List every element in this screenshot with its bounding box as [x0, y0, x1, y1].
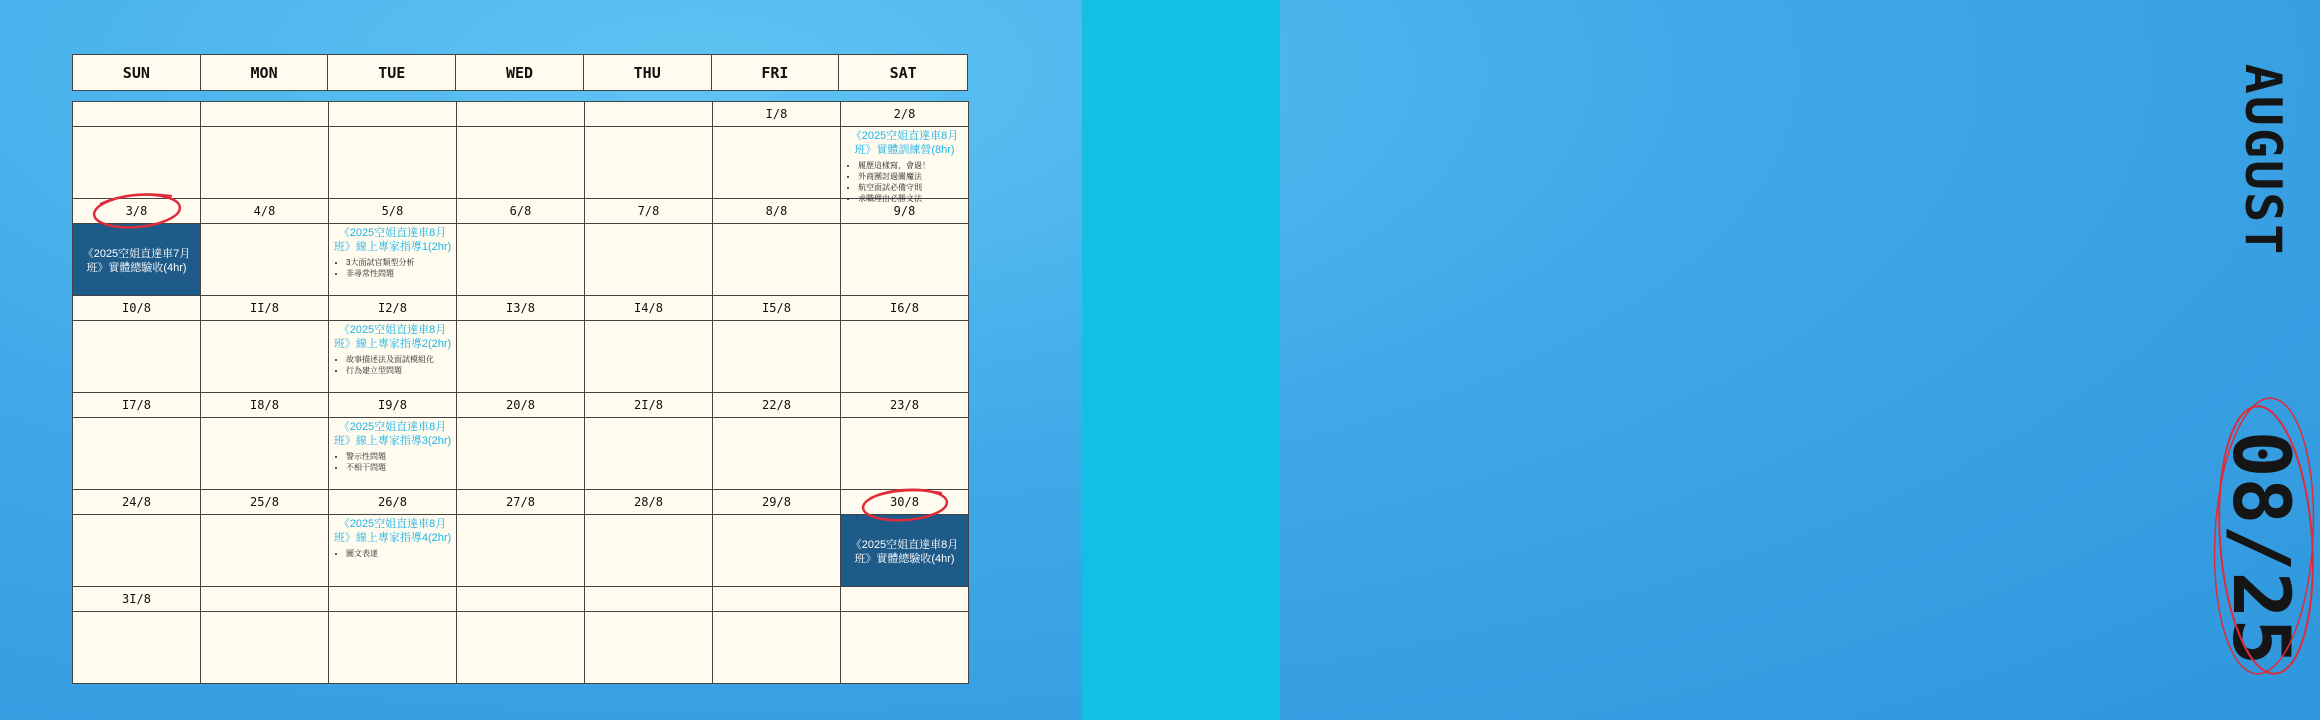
- event-online-coaching-1[interactable]: [329, 224, 457, 296]
- date-cell: [841, 587, 969, 612]
- day-cell: [201, 612, 329, 684]
- day-cell: [713, 224, 841, 296]
- weekday-sun: SUN: [73, 55, 201, 90]
- date-cell: [585, 587, 713, 612]
- day-cell: [457, 612, 585, 684]
- date-cell: 3/8: [73, 199, 201, 224]
- event-topic: • 行為建立型問題: [346, 365, 453, 376]
- day-cell: [201, 418, 329, 490]
- event-topic: • 非尋常性問題: [346, 268, 453, 279]
- day-cell: [73, 515, 201, 587]
- day-cell: [585, 224, 713, 296]
- day-cell: [713, 515, 841, 587]
- event-online-coaching-3[interactable]: [329, 418, 457, 490]
- date-cell: I7/8: [73, 393, 201, 418]
- event-topic: • 履歷這樣寫，會過！: [858, 160, 965, 171]
- day-cell: [457, 321, 585, 393]
- event-topic: • 故事描述法及面試模組化: [346, 354, 453, 365]
- event-topic: • 警示性問題: [346, 451, 453, 462]
- date-cell: [73, 102, 201, 127]
- date-cell: [457, 102, 585, 127]
- day-cell: [841, 418, 969, 490]
- event-final-review-august[interactable]: [841, 515, 969, 587]
- date-cell: I3/8: [457, 296, 585, 321]
- date-cell: I5/8: [713, 296, 841, 321]
- day-cell: [841, 224, 969, 296]
- day-cell: [329, 612, 457, 684]
- month-title: AUGUST: [2234, 63, 2292, 257]
- day-cell: [841, 321, 969, 393]
- day-cell: [457, 515, 585, 587]
- date-cell: I4/8: [585, 296, 713, 321]
- date-cell: I6/8: [841, 296, 969, 321]
- date-cell: 8/8: [713, 199, 841, 224]
- date-cell: 9/8: [841, 199, 969, 224]
- event-final-review-july[interactable]: [73, 224, 201, 296]
- date-cell: [585, 102, 713, 127]
- calendar: [72, 54, 968, 606]
- date-cell: 2/8: [841, 102, 969, 127]
- event-training-camp[interactable]: [841, 127, 969, 203]
- event-title: 《2025空姐直達車7月班》實體總驗收(4hr): [82, 247, 191, 274]
- day-cell: [713, 612, 841, 684]
- day-cell: [201, 224, 329, 296]
- event-title: 《2025空姐直達車8月班》實體訓練營(8hr): [850, 130, 959, 156]
- weekday-thu: THU: [584, 55, 712, 90]
- event-topic: • 求職理由必勝文法: [858, 193, 965, 204]
- date-cell: 29/8: [713, 490, 841, 515]
- date-cell: 5/8: [329, 199, 457, 224]
- event-topic: • 不相干問題: [346, 462, 453, 473]
- weekday-tue: TUE: [328, 55, 456, 90]
- date-cell: [329, 587, 457, 612]
- event-topics: [332, 257, 453, 279]
- day-cell: [585, 418, 713, 490]
- event-title: 《2025空姐直達車8月班》實體總驗收(4hr): [850, 538, 959, 565]
- date-cell: 30/8: [841, 490, 969, 515]
- date-cell: 3I/8: [73, 587, 201, 612]
- calendar-grid: [72, 101, 969, 684]
- day-cell: [713, 321, 841, 393]
- day-cell: [201, 127, 329, 199]
- event-topic: • 航空面試必備守則: [858, 182, 965, 193]
- date-circle-icon: [2210, 390, 2320, 680]
- date-cell: [457, 587, 585, 612]
- weekday-wed: WED: [456, 55, 584, 90]
- weekday-header: [72, 54, 968, 91]
- event-topics: [332, 451, 453, 473]
- date-cell: 28/8: [585, 490, 713, 515]
- day-cell: [585, 321, 713, 393]
- date-cell: I/8: [713, 102, 841, 127]
- event-topics: [332, 354, 453, 376]
- date-cell: 25/8: [201, 490, 329, 515]
- day-cell: [713, 127, 841, 199]
- day-cell: [457, 224, 585, 296]
- sidebar: [1082, 0, 2305, 720]
- day-cell: [713, 418, 841, 490]
- event-title: 《2025空姐直達車8月班》線上專家指導1(2hr): [333, 227, 452, 253]
- day-cell: [201, 515, 329, 587]
- day-cell: [457, 127, 585, 199]
- day-cell: [73, 418, 201, 490]
- date-cell: II/8: [201, 296, 329, 321]
- date-cell: 20/8: [457, 393, 585, 418]
- event-topics: [332, 548, 453, 559]
- date-cell: I9/8: [329, 393, 457, 418]
- event-topic: • 圖文表達: [346, 548, 453, 559]
- date-cell: [713, 587, 841, 612]
- date-cell: 6/8: [457, 199, 585, 224]
- day-cell: [841, 612, 969, 684]
- date-cell: I0/8: [73, 296, 201, 321]
- event-topic: • 3大面試官類型分析: [346, 257, 453, 268]
- date-code: 08/25: [2215, 430, 2305, 666]
- date-cell: [201, 587, 329, 612]
- event-title: 《2025空姐直達車8月班》線上專家指導3(2hr): [333, 421, 452, 447]
- day-cell: [73, 612, 201, 684]
- event-title: 《2025空姐直達車8月班》線上專家指導4(2hr): [333, 518, 452, 544]
- weekday-sat: SAT: [889, 63, 917, 82]
- weekday-mon: MON: [201, 55, 329, 90]
- date-cell: [329, 102, 457, 127]
- day-cell: [585, 515, 713, 587]
- day-cell: [585, 612, 713, 684]
- date-cell: I2/8: [329, 296, 457, 321]
- event-title: 《2025空姐直達車8月班》線上專家指導2(2hr): [333, 324, 452, 350]
- day-cell: [73, 127, 201, 199]
- day-cell: [329, 127, 457, 199]
- date-cell: 2I/8: [585, 393, 713, 418]
- event-online-coaching-4[interactable]: [329, 515, 457, 587]
- event-topic: • 外商團討過關魔法: [858, 171, 965, 182]
- event-online-coaching-2[interactable]: [329, 321, 457, 393]
- date-cell: 27/8: [457, 490, 585, 515]
- date-cell: [201, 102, 329, 127]
- weekday-fri: FRI: [712, 55, 840, 90]
- date-cell: 26/8: [329, 490, 457, 515]
- date-cell: 24/8: [73, 490, 201, 515]
- date-cell: 7/8: [585, 199, 713, 224]
- date-cell: 23/8: [841, 393, 969, 418]
- date-cell: 4/8: [201, 199, 329, 224]
- date-cell: I8/8: [201, 393, 329, 418]
- date-cell: 22/8: [713, 393, 841, 418]
- day-cell: [457, 418, 585, 490]
- day-cell: [73, 321, 201, 393]
- day-cell: [201, 321, 329, 393]
- day-cell: [585, 127, 713, 199]
- event-topics: [844, 160, 965, 204]
